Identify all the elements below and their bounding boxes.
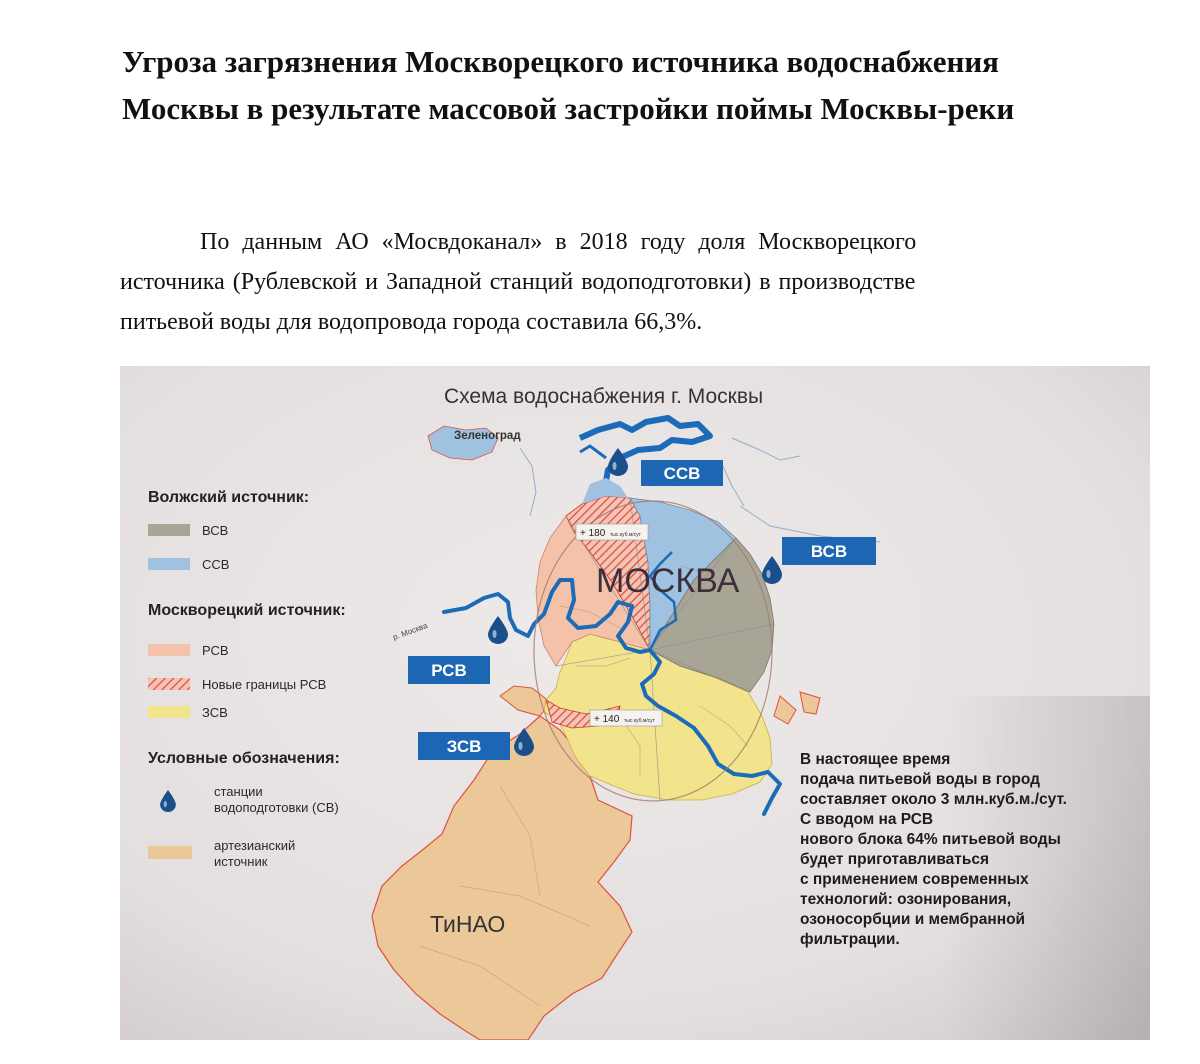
map-note-line-6: будет приготавливаться bbox=[800, 851, 990, 868]
legend-artesian-swatch bbox=[148, 846, 192, 859]
legend-moskvoretsky-heading: Москворецкий источник: bbox=[148, 602, 346, 619]
legend-vsv-label: ВСВ bbox=[202, 523, 229, 538]
map-note-line-8: технологий: озонирования, bbox=[800, 891, 1012, 908]
river-label: р. Москва bbox=[391, 621, 429, 642]
zsv-badge bbox=[418, 732, 510, 760]
legend-zsv-swatch bbox=[148, 706, 190, 718]
intro-paragraph-line-1: По данным АО «Мосвдоканал» в 2018 году доля Москворецкого bbox=[200, 229, 917, 255]
legend-new-rsv-label: Новые границы РСВ bbox=[202, 677, 327, 692]
rsv-badge bbox=[408, 656, 490, 684]
legend-symbols-heading: Условные обозначения: bbox=[148, 750, 340, 767]
legend-ssv-swatch bbox=[148, 558, 190, 570]
moscow-label: МОСКВА bbox=[596, 562, 740, 600]
legend-volga-heading: Волжский источник: bbox=[148, 489, 310, 506]
water-supply-map bbox=[120, 366, 1150, 1040]
legend-vsv-swatch bbox=[148, 524, 190, 536]
legend-rsv-swatch bbox=[148, 644, 190, 656]
map-note-line-7: с применением современных bbox=[800, 871, 1029, 888]
map-note-line-3: составляет около 3 млн.куб.м./сут. bbox=[800, 791, 1067, 808]
vsv-badge-label: ВСВ bbox=[810, 542, 848, 561]
legend-artesian-line-1: артезианский bbox=[214, 838, 296, 853]
north-increase-annotation bbox=[576, 524, 648, 540]
water-supply-map-photo bbox=[120, 366, 1150, 1040]
tinao-label: ТиНАО bbox=[430, 911, 506, 937]
map-note-line-9: озоносорбции и мембранной bbox=[800, 911, 1026, 928]
map-note-line-2: подача питьевой воды в город bbox=[800, 771, 1040, 788]
document-title-line-1: Угроза загрязнения Москворецкого источника водоснабжения bbox=[122, 44, 999, 79]
south-increase-value: + 140 bbox=[594, 714, 620, 725]
legend-station-line-2: водоподготовки (СВ) bbox=[214, 800, 339, 815]
intro-paragraph-line-2: источника (Рублевской и Западной станций водоподготовки) в производстве bbox=[120, 269, 916, 295]
legend-new-rsv-swatch bbox=[148, 678, 190, 690]
intro-paragraph bbox=[120, 222, 1152, 342]
legend-ssv-label: ССВ bbox=[202, 557, 230, 572]
ssv-badge-label: ССВ bbox=[663, 464, 701, 483]
south-increase-annotation bbox=[590, 710, 662, 726]
map-title: Схема водоснабжения г. Москвы bbox=[444, 385, 764, 408]
document-title-line-2: Москвы в результате массовой застройки поймы Москвы-реки bbox=[122, 91, 1015, 126]
rsv-badge-label: РСВ bbox=[431, 661, 467, 680]
zsv-badge-label: ЗСВ bbox=[446, 737, 482, 756]
map-note-line-4: С вводом на РСВ bbox=[800, 811, 934, 828]
legend-artesian-line-2: источник bbox=[214, 854, 268, 869]
north-increase-unit: тыс.куб.м/сут bbox=[610, 532, 641, 538]
document-title bbox=[122, 38, 1152, 132]
zelenograd-label: Зеленоград bbox=[454, 430, 521, 442]
map-note-line-5: нового блока 64% питьевой воды bbox=[800, 831, 1061, 848]
legend-station-line-1: станции bbox=[214, 784, 263, 799]
legend-rsv-label: РСВ bbox=[202, 643, 229, 658]
ssv-badge bbox=[641, 460, 723, 486]
map-note-line-10: фильтрации. bbox=[800, 931, 900, 948]
south-increase-unit: тыс.куб.м/сут bbox=[624, 718, 655, 724]
north-increase-value: + 180 bbox=[580, 528, 606, 539]
intro-paragraph-line-3: питьевой воды для водопровода города составила 66,3%. bbox=[120, 309, 703, 335]
vsv-badge bbox=[782, 537, 876, 565]
map-note-line-1: В настоящее время bbox=[800, 751, 951, 768]
legend-zsv-label: ЗСВ bbox=[202, 705, 228, 720]
